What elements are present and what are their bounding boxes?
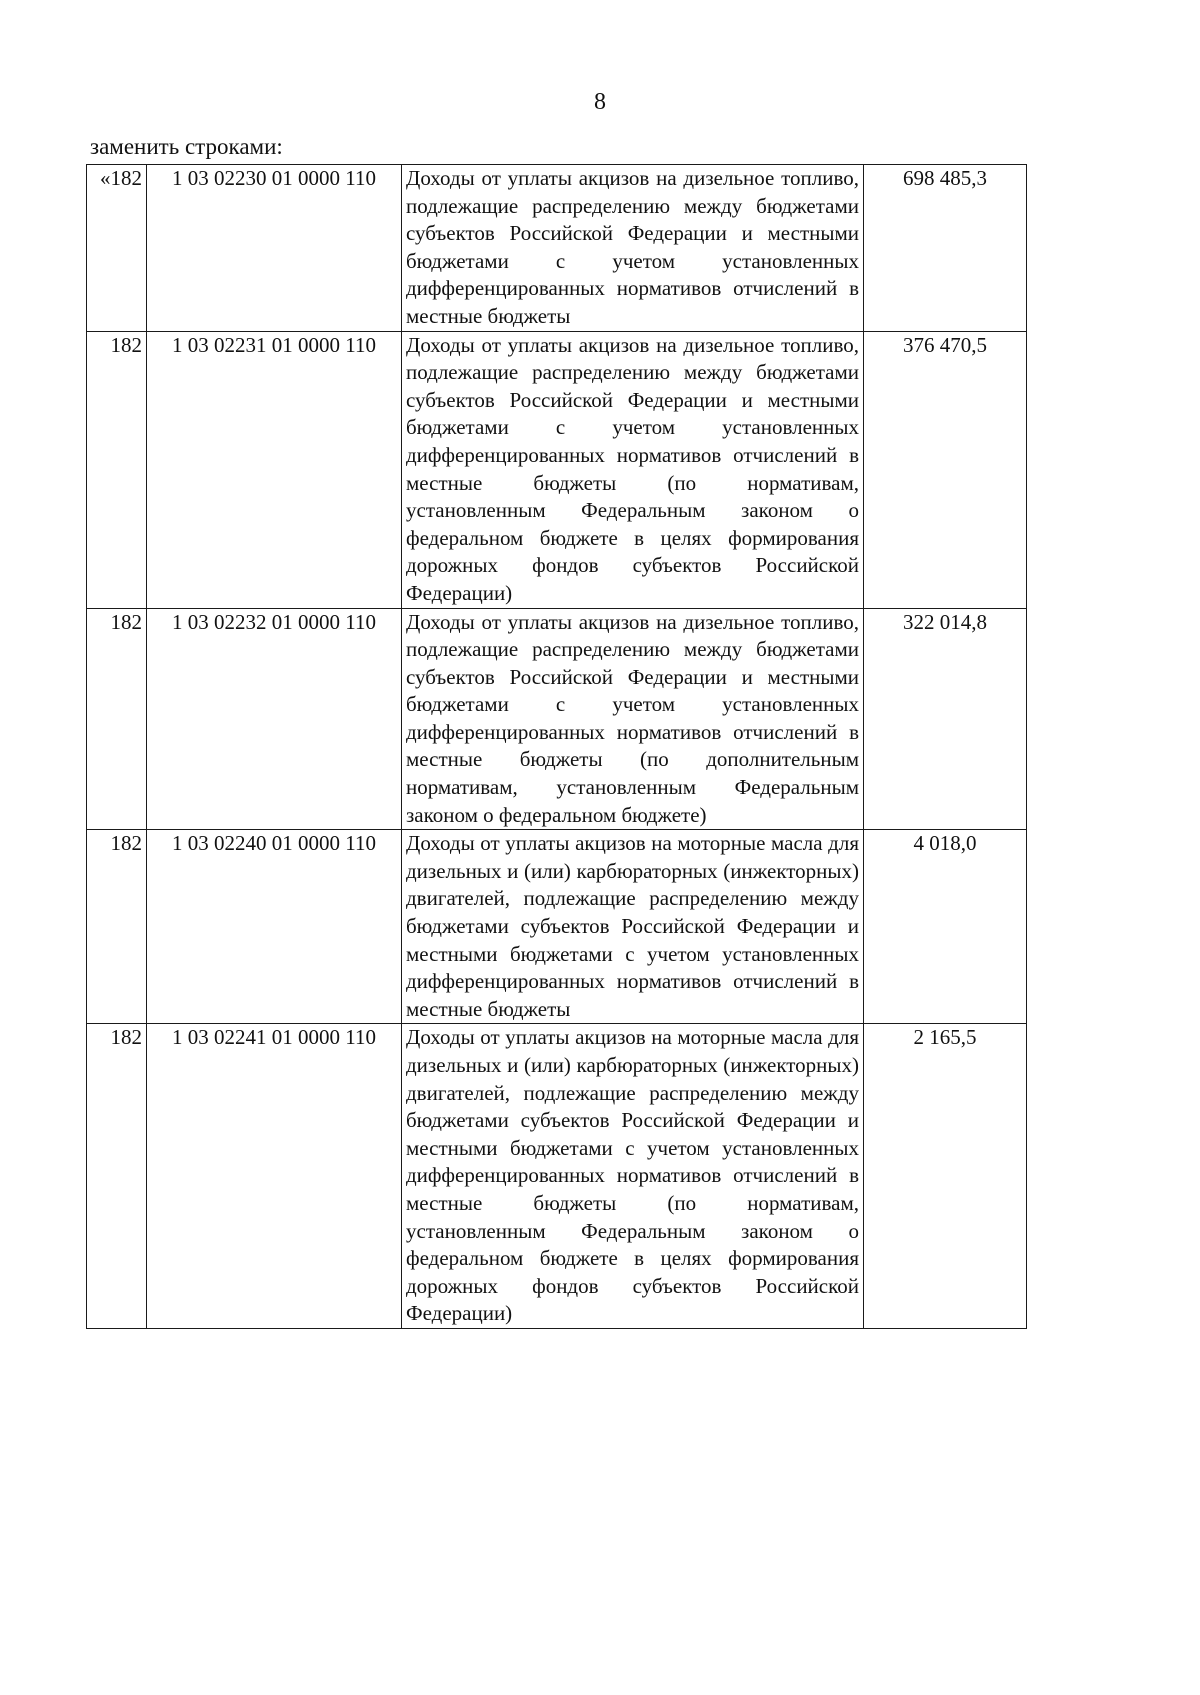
- description-cell: Доходы от уплаты акцизов на моторные масла для дизельных и (или) карбюраторных (инжекторных) двигателей, подлежащие распределению между бюджетами субъектов Российской Федерации и местными бюджетами с учетом установленных дифференцированных нормативов отчислений в местные бюджеты: [402, 830, 864, 1024]
- budget-code-cell: 1 03 02231 01 0000 110: [147, 331, 402, 608]
- amount-cell: 4 018,0: [864, 830, 1027, 1024]
- table-row: [87, 1024, 1027, 1329]
- amount-cell: 322 014,8: [864, 608, 1027, 830]
- admin-code-cell: 182: [87, 830, 147, 1024]
- table-row: [87, 608, 1027, 830]
- page-number: 8: [594, 89, 606, 115]
- admin-code-cell: 182: [87, 1024, 147, 1329]
- table-row: [87, 830, 1027, 1024]
- budget-code-cell: 1 03 02241 01 0000 110: [147, 1024, 402, 1329]
- amount-cell: 2 165,5: [864, 1024, 1027, 1329]
- budget-code-cell: 1 03 02230 01 0000 110: [147, 165, 402, 332]
- budget-table: [86, 164, 1027, 1329]
- description-cell: Доходы от уплаты акцизов на дизельное топливо, подлежащие распределению между бюджетами субъектов Российской Федерации и местными бюджетами с учетом установленных дифференцированных нормативов отчислений в местные бюджеты (по дополнительным нормативам, установленным Федеральным законом о федеральном бюджете): [402, 608, 864, 830]
- amount-cell: 698 485,3: [864, 165, 1027, 332]
- amount-cell: 376 470,5: [864, 331, 1027, 608]
- description-cell: Доходы от уплаты акцизов на моторные масла для дизельных и (или) карбюраторных (инжекторных) двигателей, подлежащие распределению между бюджетами субъектов Российской Федерации и местными бюджетами с учетом установленных дифференцированных нормативов отчислений в местные бюджеты (по нормативам, установленным Федеральным законом о федеральном бюджете в целях формирования дорожных фондов субъектов Российской Федерации): [402, 1024, 864, 1329]
- table-row: [87, 331, 1027, 608]
- budget-code-cell: 1 03 02232 01 0000 110: [147, 608, 402, 830]
- description-cell: Доходы от уплаты акцизов на дизельное топливо, подлежащие распределению между бюджетами субъектов Российской Федерации и местными бюджетами с учетом установленных дифференцированных нормативов отчислений в местные бюджеты: [402, 165, 864, 332]
- description-cell: Доходы от уплаты акцизов на дизельное топливо, подлежащие распределению между бюджетами субъектов Российской Федерации и местными бюджетами с учетом установленных дифференцированных нормативов отчислений в местные бюджеты (по нормативам, установленным Федеральным законом о федеральном бюджете в целях формирования дорожных фондов субъектов Российской Федерации): [402, 331, 864, 608]
- budget-code-cell: 1 03 02240 01 0000 110: [147, 830, 402, 1024]
- admin-code-cell: 182: [87, 331, 147, 608]
- table-row: [87, 165, 1027, 332]
- admin-code-cell: 182: [87, 608, 147, 830]
- admin-code-cell: «182: [87, 165, 147, 332]
- intro-text: заменить строками:: [90, 134, 283, 159]
